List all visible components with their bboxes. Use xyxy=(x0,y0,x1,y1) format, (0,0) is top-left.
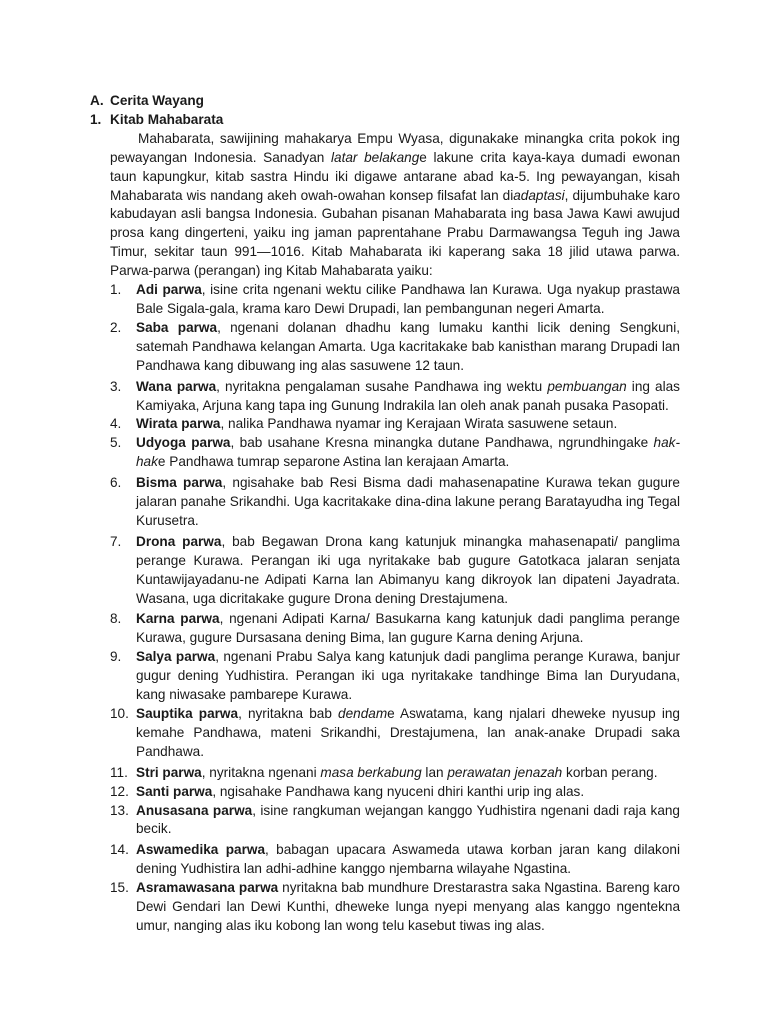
parwa-description xyxy=(136,434,680,472)
parwa-item xyxy=(110,434,680,472)
parwa-number: 7. xyxy=(110,533,122,549)
parwa-italic-term: hak-hak xyxy=(136,435,680,470)
intro-text-1: Mahabarata, sawijining mahakarya Empu Wyasa, digunakake minangka crita pokok ing pewayangan Indonesia. Sanadyan xyxy=(110,130,680,165)
parwa-number: 3. xyxy=(110,378,122,394)
parwa-number: 8. xyxy=(110,611,122,627)
parwa-item xyxy=(110,533,680,609)
parwa-number: 15. xyxy=(110,880,129,896)
parwa-name: Karna parwa xyxy=(136,611,220,627)
parwa-name: Aswamedika parwa xyxy=(136,842,266,858)
parwa-name: Adi parwa xyxy=(136,282,202,298)
parwa-description xyxy=(136,415,680,434)
parwa-list xyxy=(110,281,680,936)
parwa-text: , ngisahake bab Resi Bisma dadi mahasenapatine Kurawa tekan gugure jalaran panahe Srikandhi. Uga kacritakake dina-dina lakune perang Baratayudha ing Tegal Kurusetra. xyxy=(136,475,680,528)
section-title: Cerita Wayang xyxy=(110,93,204,108)
parwa-name: Saba parwa xyxy=(136,319,218,335)
parwa-item xyxy=(110,648,680,705)
parwa-item xyxy=(110,705,680,762)
parwa-item xyxy=(110,610,680,648)
parwa-name: Bisma parwa xyxy=(136,475,223,491)
parwa-text: korban perang. xyxy=(562,764,658,780)
parwa-text: , bab Begawan Drona kang katunjuk minangka mahasenapati/ panglima perange Kurawa. Perangan iki uga nyritakake bab gugure Gatotkaca jalaran senjata Kuntawijayadanu-ne Adipati Karna lan Abimanyu kang dikroyok lan dipateni Jayadrata. Wasana, uga dicritakake gugure Drona dening Drestajumena. xyxy=(136,533,680,606)
parwa-description xyxy=(136,281,680,319)
parwa-number: 14. xyxy=(110,842,129,858)
parwa-number: 10. xyxy=(110,706,129,721)
section-marker: A. xyxy=(90,93,104,108)
subsection-heading xyxy=(90,111,680,130)
parwa-name: Wirata parwa xyxy=(136,416,221,432)
intro-italic-latar: latar belakang xyxy=(331,149,420,165)
parwa-text: ing alas Kamiyaka, Arjuna kang tapa ing Gunung Indrakila lan oleh anak panah pusaka Pasopati. xyxy=(136,378,680,413)
parwa-description xyxy=(136,610,680,648)
parwa-name: Santi parwa xyxy=(136,783,213,799)
parwa-text: , bab usahane Kresna minangka dutane Pandhawa, ngrundhingake xyxy=(230,435,654,451)
section-heading xyxy=(90,92,680,111)
parwa-description xyxy=(136,841,680,879)
parwa-description xyxy=(136,378,680,416)
parwa-item xyxy=(110,764,680,783)
parwa-text: , ngenani dolanan dhadhu kang lumaku kanthi licik dening Sengkuni, satemah Pandhawa kelangan Amarta. Uga kacritakake bab kanisthan marang Drupadi lan Pandhawa kang dibuwang ing alas sasuwene 12 taun. xyxy=(136,319,680,373)
intro-text-2: e lakune crita kaya-kaya dumadi ewonan taun kapungkur, kitab sastra Hindu iki digawe antarane abad ka-5. Ing pewayangan, kisah Mahabarata wis nandang akeh owah-owahan konsep filsafat lan di xyxy=(110,149,681,203)
parwa-name: Salya parwa xyxy=(136,649,216,665)
parwa-name: Wana parwa xyxy=(136,378,217,394)
parwa-text: lan xyxy=(421,764,448,780)
parwa-text: , isine rangkuman wejangan kanggo Yudhistira ngenani dadi raja kang becik. xyxy=(136,802,680,837)
parwa-description xyxy=(136,648,680,705)
parwa-description xyxy=(136,533,680,609)
parwa-item xyxy=(110,879,680,936)
parwa-description xyxy=(136,783,680,802)
parwa-number: 9. xyxy=(110,649,122,665)
parwa-text: , babagan upacara Aswameda utawa korban jaran kang dilakoni dening Yudhistira lan adhi-adhine kanggo njembarna wilayahe Ngastina. xyxy=(136,842,680,877)
parwa-text: , ngenani Prabu Salya kang katunjuk dadi panglima perange Kurawa, banjur gugur dening Yudhistira. Perangan iki uga nyritakake tandhinge Bima lan Duryudana, kang niwasake pambarepe Kurawa. xyxy=(136,649,680,703)
parwa-number: 6. xyxy=(110,475,122,491)
parwa-name: Stri parwa xyxy=(136,764,202,780)
parwa-name: Udyoga parwa xyxy=(136,435,231,451)
parwa-item xyxy=(110,281,680,319)
parwa-description xyxy=(136,802,680,840)
parwa-text: e Aswatama, kang njalari dheweke nyusup ing kemahe Pandhawa, mateni Srikandhi, Drestajumena, lan anak-anake Drupadi saka Pandhawa. xyxy=(136,706,680,759)
parwa-number: 1. xyxy=(110,282,122,298)
parwa-text: , ngenani Adipati Karna/ Basukarna kang katunjuk dadi panglima perange Kurawa, gugure Dursasana dening Bima, lan gugure Karna dening Arjuna. xyxy=(136,611,680,646)
parwa-text: , nyritakna pengalaman susahe Pandhawa ing wektu xyxy=(216,378,548,394)
parwa-number: 13. xyxy=(110,802,129,818)
parwa-name: Asramawasana parwa xyxy=(136,880,279,896)
parwa-description xyxy=(136,474,680,531)
intro-text-3: , dijumbuhake karo kabudayan asli bangsa Indonesia. Gubahan pisanan Mahabarata ing basa Jawa Kawi awujud prosa kang dingerteni, yaiku ing jaman paprentahane Prabu Darmawangsa Teguh ing Jawa Timur, sekitar taun 991—1016. Kitab Mahabarata iki kaperang saka 18 jilid utawa parwa. Parwa-parwa (perangan) ing Kitab Mahabarata yaiku: xyxy=(110,187,681,279)
parwa-number: 11. xyxy=(110,764,128,780)
parwa-item xyxy=(110,841,680,879)
subsection-title: Kitab Mahabarata xyxy=(110,111,224,127)
parwa-number: 4. xyxy=(110,416,122,432)
intro-italic-adaptasi: adaptasi xyxy=(513,187,565,203)
parwa-description xyxy=(136,319,680,376)
parwa-text: , nyritakna ngenani xyxy=(201,764,321,780)
parwa-italic-term: dendam xyxy=(338,706,388,721)
parwa-name: Drona parwa xyxy=(136,533,222,549)
parwa-italic-term: pembuangan xyxy=(547,378,627,394)
parwa-italic-term: perawatan jenazah xyxy=(447,764,563,780)
parwa-text: , isine crita ngenani wektu cilike Pandhawa lan Kurawa. Uga nyakup prastawa Bale Sigala-gala, krama karo Dewi Drupadi, lan pembangunan negeri Amarta. xyxy=(136,282,680,316)
intro-paragraph xyxy=(110,130,680,281)
parwa-number: 2. xyxy=(110,319,122,335)
subsection-marker: 1. xyxy=(90,111,102,127)
parwa-item xyxy=(110,802,680,840)
parwa-number: 12. xyxy=(110,783,129,799)
parwa-text: e Pandhawa tumrap separone Astina lan kerajaan Amarta. xyxy=(157,454,510,470)
parwa-description xyxy=(136,705,680,762)
parwa-text: , ngisahake Pandhawa kang nyuceni dhiri kanthi urip ing alas. xyxy=(212,783,585,799)
parwa-name: Anusasana parwa xyxy=(136,802,253,818)
parwa-item xyxy=(110,378,680,416)
parwa-italic-term: masa berkabung xyxy=(320,764,422,780)
parwa-item xyxy=(110,415,680,434)
parwa-text: nyritakna bab mundhure Drestarastra saka Ngastina. Bareng karo Dewi Gendari lan Dewi Kunthi, dheweke lunga nyepi menyang alas kanggo ngentekna umur, nanging alas iku kobong lan wong telu kasebut tiwas ing alas. xyxy=(136,880,680,933)
parwa-description xyxy=(136,764,680,783)
parwa-item xyxy=(110,319,680,376)
parwa-text: , nyritakna bab xyxy=(238,706,339,721)
parwa-item xyxy=(110,474,680,531)
parwa-name: Sauptika parwa xyxy=(136,706,239,721)
parwa-number: 5. xyxy=(110,435,122,451)
parwa-description xyxy=(136,879,680,936)
parwa-item xyxy=(110,783,680,802)
parwa-text: , nalika Pandhawa nyamar ing Kerajaan Wirata sasuwene setaun. xyxy=(220,416,618,432)
document-page xyxy=(90,92,680,936)
